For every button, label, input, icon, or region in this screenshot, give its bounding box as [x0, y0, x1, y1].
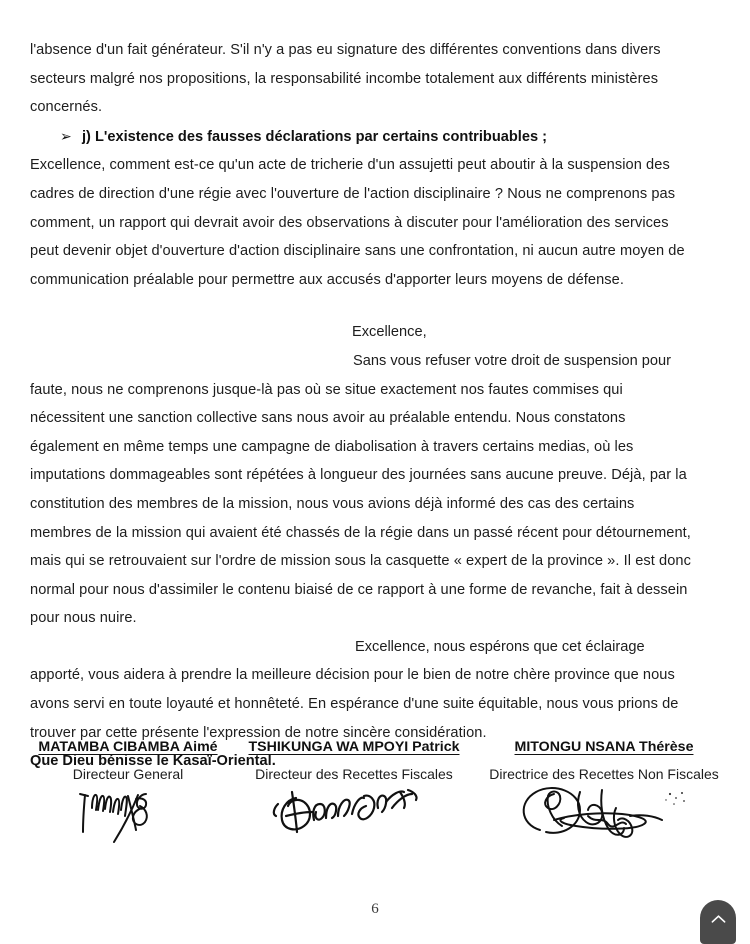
handwritten-signature-icon	[234, 786, 474, 858]
document-body	[30, 36, 694, 776]
section-heading	[30, 122, 694, 152]
signature-column-2	[234, 738, 474, 783]
salutation-excellence: Excellence,	[352, 324, 427, 341]
signatory-title: Directeur des Recettes Fiscales	[255, 766, 453, 782]
chevron-up-icon	[711, 914, 726, 924]
signatory-name: MATAMBA CIBAMBA Aimé	[38, 739, 218, 755]
handwritten-signature-icon	[484, 786, 724, 858]
paragraph-4: apporté, vous aidera à prendre la meilleure décision pour le bien de notre chère province que nous avons servi en toute loyauté et honnêteté. En espérance d'une suite équitable, nous vous prions de trouver par cette présente l'expression de notre sincère considération.	[30, 667, 679, 741]
page-number: 6	[371, 901, 379, 917]
arrow-bullet-icon: ➢	[60, 127, 72, 144]
spacer-1	[30, 294, 694, 318]
signatory-title: Directeur General	[72, 766, 184, 782]
scroll-to-top-button[interactable]	[700, 900, 736, 944]
signature-column-3	[484, 738, 724, 783]
paragraph-3: faute, nous ne comprenons jusque-là pas où se situe exactement nos fautes commises qui nécessitent une sanction collective sans nous avoir au préalable entendu. Nous constatons également en même temps une campagne de diabolisation à travers certains medias, où les imputations dommageables sont répétées à longueur des journées sans aucune preuve. Déjà, par la constitution des membres de la mission, nous vous avions déjà informé des cas des certains membres de la mission qui avaient été chassés de la régie dans un passé récent pour détournement, mais qui se retrouvaient sur l'ordre de mission sous la casquette « expert de la province ». Il est donc normal pour nous d'assimiler le contenu biaisé de ce rapport à une forme de revanche, fait à dessein pour nous nuire.	[30, 381, 691, 627]
signatory-title: Directrice des Recettes Non Fiscales	[489, 766, 719, 782]
signature-column-1	[28, 738, 228, 783]
handwritten-signature-icon	[28, 786, 228, 858]
signatory-name: MITONGU NSANA Thérèse	[514, 739, 694, 755]
section-heading-text: j) L'existence des fausses déclarations par certains contribuables ;	[82, 128, 547, 145]
paragraph-2: Excellence, comment est-ce qu'un acte de tricherie d'un assujetti peut aboutir à la suspension des cadres de direction d'une régie avec l'ouverture de l'action disciplinaire ? Nous ne comprenons pas comment, un rapport qui devrait avoir des observations à discuter pour l'amélioration des services peut devenir objet d'ouverture d'action disciplinaire sans une confrontation, ni aucun autre moyen de communication préalable pour permettre aux accusés d'apporter leurs moyens de défense.	[30, 157, 685, 288]
signatory-name: TSHIKUNGA WA MPOYI Patrick	[248, 739, 460, 755]
signature-block	[24, 738, 726, 783]
paragraph-1: l'absence d'un fait générateur. S'il n'y a pas eu signature des différentes conventions dans divers secteurs malgré nos propositions, la responsabilité incombe totalement aux différents ministères concernés.	[30, 42, 661, 116]
indent-line-suspension: Sans vous refuser votre droit de suspension pour	[353, 352, 671, 369]
closing-blessing: Que Dieu bénisse le Kasaï-Oriental.	[30, 753, 276, 770]
indent-line-eclairage: Excellence, nous espérons que cet éclairage	[355, 638, 645, 655]
